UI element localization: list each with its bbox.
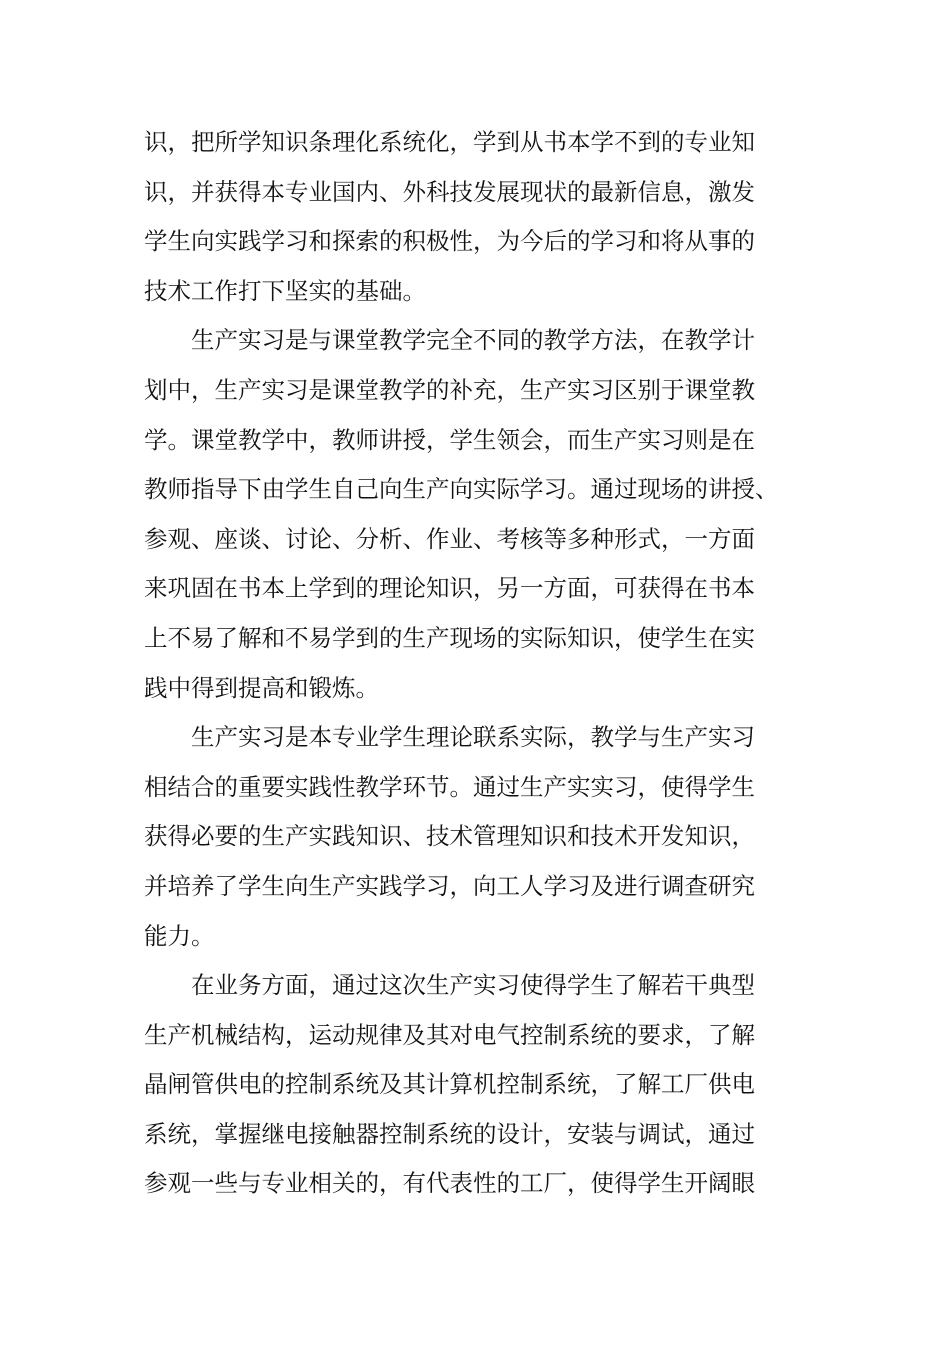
text-line: 上不易了解和不易学到的生产现场的实际知识，使学生在实 [144, 623, 755, 652]
text-line: 技术工作打下坚实的基础。 [144, 276, 426, 305]
paragraph-start-line: 在业务方面，通过这次生产实习使得学生了解若干典型 [191, 971, 755, 1000]
text-line: 学生向实践学习和探索的积极性，为今后的学习和将从事的 [144, 227, 755, 256]
text-line: 系统，掌握继电接触器控制系统的设计，安装与调试，通过 [144, 1119, 755, 1148]
text-line: 践中得到提高和锻炼。 [144, 673, 379, 702]
text-line: 划中，生产实习是课堂教学的补充，生产实习区别于课堂教 [144, 375, 755, 404]
text-line: 学。课堂教学中，教师讲授，学生领会，而生产实习则是在 [144, 425, 755, 454]
text-line: 并培养了学生向生产实践学习，向工人学习及进行调查研究 [144, 871, 755, 900]
text-line: 能力。 [144, 921, 215, 950]
text-line: 获得必要的生产实践知识、技术管理知识和技术开发知识， [144, 822, 755, 851]
body-text [144, 118, 779, 1209]
text-line: 生产机械结构，运动规律及其对电气控制系统的要求，了解 [144, 1020, 755, 1049]
paragraph-start-line: 生产实习是与课堂教学完全不同的教学方法，在教学计 [191, 326, 755, 355]
text-line: 晶闸管供电的控制系统及其计算机控制系统，了解工厂供电 [144, 1070, 755, 1099]
text-line: 相结合的重要实践性教学环节。通过生产实实习，使得学生 [144, 772, 755, 801]
text-line: 参观一些与专业相关的，有代表性的工厂，使得学生开阔眼 [144, 1169, 755, 1198]
text-line: 来巩固在书本上学到的理论知识，另一方面，可获得在书本 [144, 574, 755, 603]
paragraph-start-line: 生产实习是本专业学生理论联系实际，教学与生产实习 [191, 723, 755, 752]
text-line: 教师指导下由学生自己向生产向实际学习。通过现场的讲授、 [144, 475, 779, 504]
text-line: 参观、座谈、讨论、分析、作业、考核等多种形式，一方面 [144, 524, 755, 553]
text-line: 识，把所学知识条理化系统化，学到从书本学不到的专业知 [144, 128, 755, 156]
text-line: 识，并获得本专业国内、外科技发展现状的最新信息，激发 [144, 177, 755, 206]
